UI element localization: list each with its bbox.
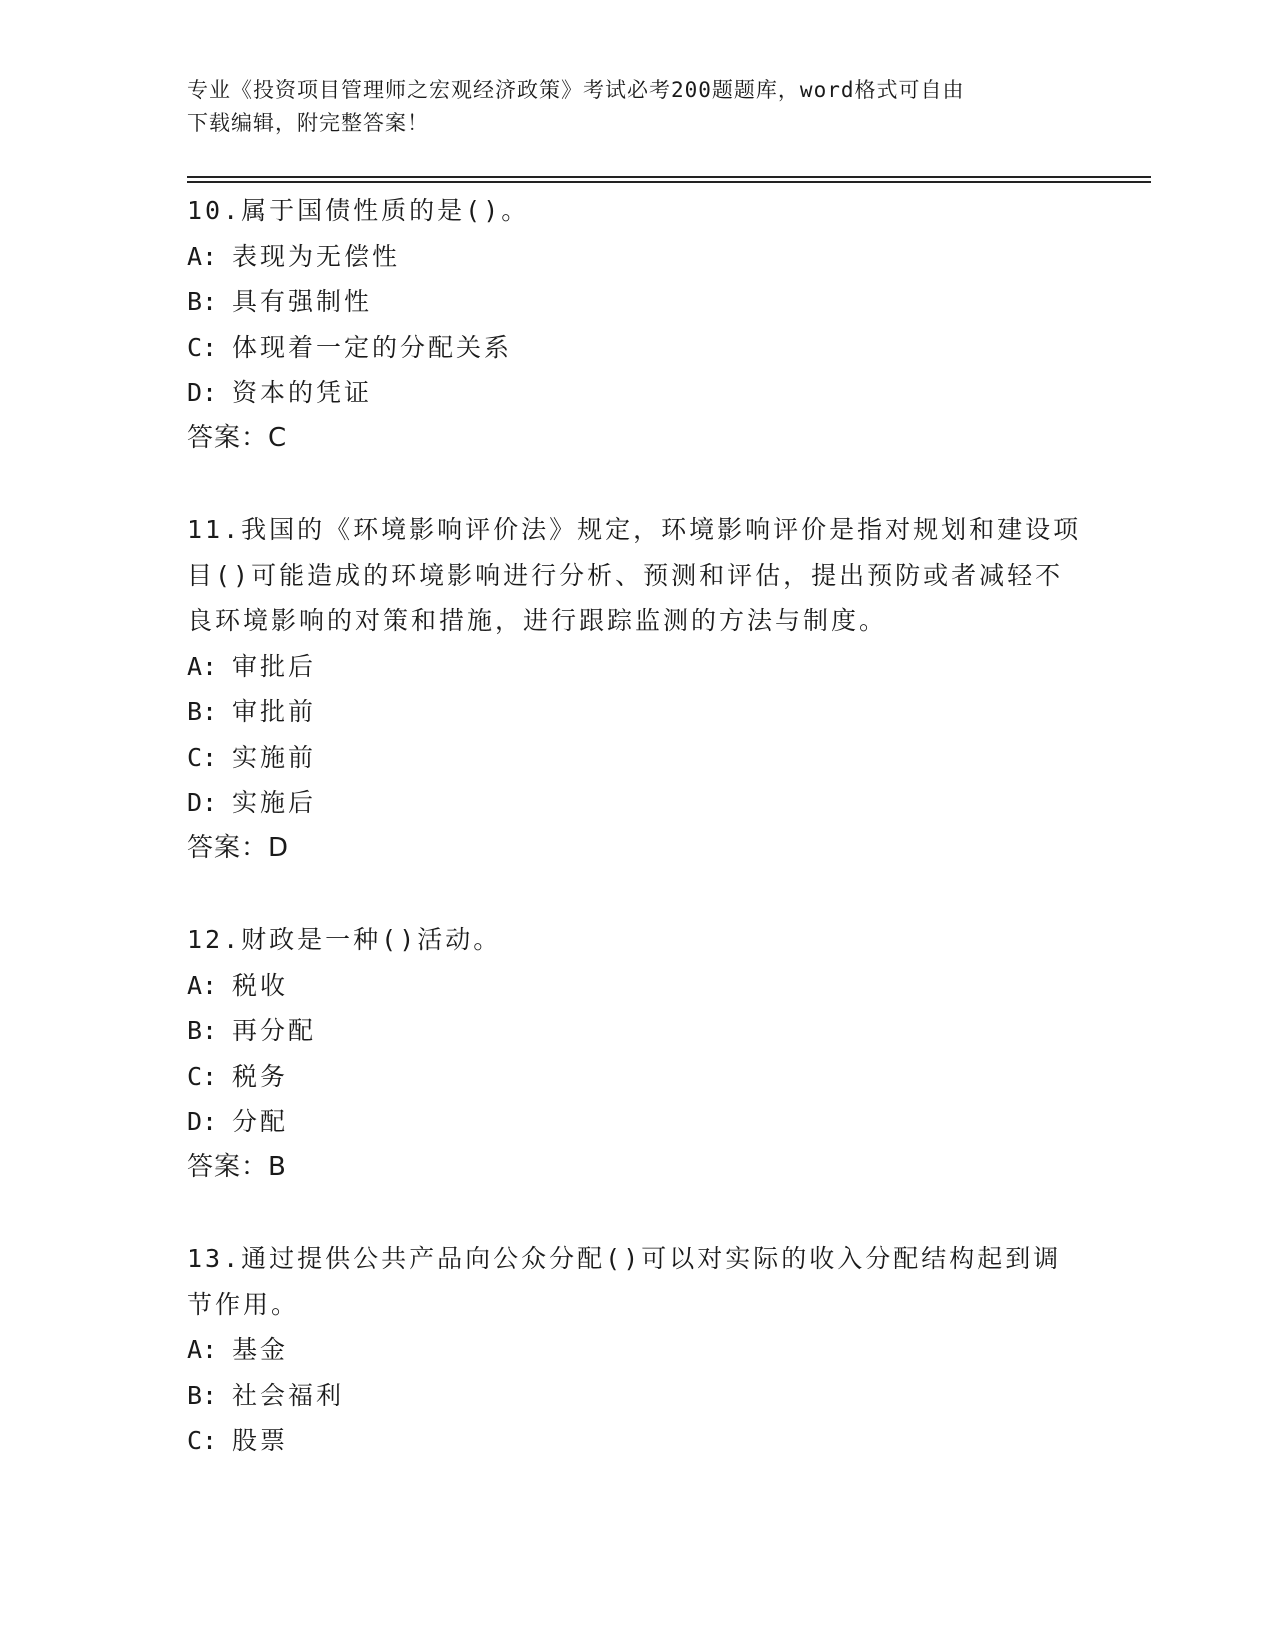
option-c [187,325,1087,371]
option-key: B: [187,697,218,726]
answer-line [187,1145,1087,1191]
option-b [187,279,1087,325]
option-b [187,1008,1087,1054]
option-text: 审批前 [232,697,317,726]
option-key: D: [187,788,218,817]
option-text: 实施前 [232,742,317,772]
option-a [187,963,1087,1009]
answer-label: 答案： [187,832,269,863]
option-text: 实施后 [232,788,317,817]
question-13 [187,1236,1087,1464]
option-a [187,234,1087,280]
answer-label: 答案： [187,1151,269,1182]
option-text: 资本的凭证 [232,378,373,407]
answer-line [187,826,1087,872]
option-key: D: [187,378,218,407]
option-c [187,1418,1087,1464]
option-text: 税务 [232,1061,289,1091]
option-text: 表现为无偿性 [232,241,401,271]
option-d [187,1099,1087,1145]
answer-value: B [268,1151,288,1182]
option-key: A: [187,241,218,271]
question-10 [187,188,1087,461]
option-b [187,1373,1087,1419]
option-c [187,1054,1087,1100]
option-text: 审批后 [232,651,317,681]
option-d [187,780,1087,826]
option-key: D: [187,1107,218,1136]
option-text: 再分配 [232,1016,317,1045]
question-text: 13.通过提供公共产品向公众分配()可以对实际的收入分配结构起到调节作用。 [187,1244,1062,1319]
option-key: C: [187,1426,218,1455]
option-b [187,689,1087,735]
option-text: 股票 [232,1426,289,1455]
option-text: 具有强制性 [232,287,373,316]
question-12 [187,917,1087,1190]
option-text: 基金 [232,1335,289,1364]
option-key: A: [187,1335,218,1364]
option-a [187,644,1087,690]
header-line-1: 专业《投资项目管理师之宏观经济政策》考试必考200题题库，word格式可自由 [187,78,965,102]
question-list [187,188,1087,1510]
answer-value: C [268,422,289,453]
header-divider-bottom [187,181,1151,183]
header-line-2: 下载编辑，附完整答案！ [187,111,429,135]
option-key: A: [187,651,218,681]
option-key: B: [187,287,218,316]
header-divider-top [187,176,1151,178]
option-a [187,1327,1087,1373]
question-11 [187,507,1087,871]
option-key: C: [187,1061,218,1091]
option-text: 税收 [232,970,289,1000]
answer-value: D [268,832,291,863]
option-text: 体现着一定的分配关系 [232,332,513,362]
question-text: 11.我国的《环境影响评价法》规定，环境影响评价是指对规划和建设项目()可能造成的环境影响进行分析、预测和评估，提出预防或者减轻不良环境影响的对策和措施，进行跟踪监测的方法与制度。 [187,515,1082,635]
option-text: 社会福利 [232,1380,345,1410]
option-key: B: [187,1016,218,1045]
option-c [187,735,1087,781]
option-key: C: [187,742,218,772]
question-text: 10.属于国债性质的是()。 [187,196,530,225]
option-key: C: [187,332,218,362]
document-header [187,74,1067,140]
option-key: B: [187,1380,218,1410]
option-text: 分配 [232,1107,289,1136]
option-d [187,370,1087,416]
answer-line [187,416,1087,462]
question-text: 12.财政是一种()活动。 [187,925,502,954]
answer-label: 答案： [187,422,269,453]
option-key: A: [187,970,218,1000]
